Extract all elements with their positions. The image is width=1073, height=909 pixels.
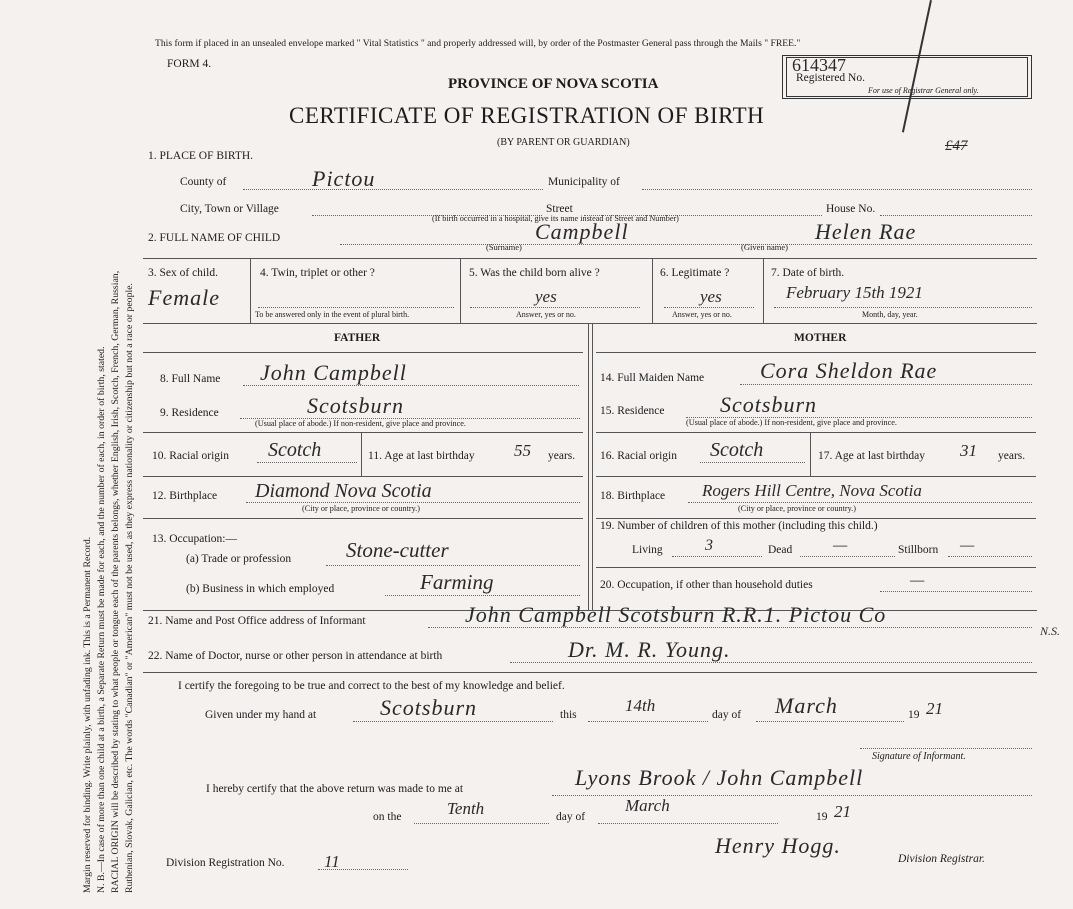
mother-birthplace: Rogers Hill Centre, Nova Scotia — [702, 481, 922, 500]
children-label: 19. Number of children of this mother (including this child.) — [600, 520, 878, 532]
certify-month: March — [775, 693, 838, 718]
mother-race-line — [700, 462, 805, 463]
alive-note: Answer, yes or no. — [516, 310, 576, 319]
margin-note-4: Ruthenian, Slovak, Galician, etc. The words "Canadian" or "American" must not be used, as they express nationality or citizenship but not a race or people. — [124, 283, 135, 893]
informant-value: John Campbell Scotsburn R.R.1. Pictou Co — [465, 602, 887, 627]
twin-note: To be answered only in the event of plural birth. — [255, 310, 410, 319]
mother-age: 31 — [960, 441, 977, 460]
father-name-label: 8. Full Name — [160, 373, 221, 385]
dead-value: — — [833, 537, 848, 554]
twin-label: 4. Twin, triplet or other ? — [260, 267, 375, 279]
date-label: 7. Date of birth. — [771, 267, 845, 279]
mother-bp-note: (City or place, province or country.) — [738, 504, 856, 513]
return-day: Tenth — [447, 799, 485, 818]
division-number: 11 — [324, 852, 340, 871]
subtitle: (BY PARENT OR GUARDIAN) — [497, 137, 630, 148]
county-line — [243, 189, 543, 190]
mother-age-div — [810, 432, 811, 476]
child-name-line — [340, 244, 1032, 245]
father-name: John Campbell — [260, 360, 407, 385]
dead-line — [800, 556, 895, 557]
legit-line — [664, 307, 754, 308]
day-line — [588, 721, 708, 722]
father-age-div — [361, 432, 362, 476]
given-place-line — [353, 721, 553, 722]
margin-note-3: RACIAL ORIGIN will be described by stating to what people or tongue each of the parents belongs, whether English, Irish, Scotch, French, German, Russian, — [110, 270, 121, 893]
stillborn-line — [948, 556, 1032, 557]
row-divider-top — [143, 258, 1037, 259]
alive-line — [470, 307, 640, 308]
trade-line — [326, 565, 580, 566]
father-age: 55 — [514, 441, 531, 460]
sig-caption: Signature of Informant. — [872, 751, 966, 762]
father-birthplace: Diamond Nova Scotia — [255, 480, 432, 502]
legit-value: yes — [700, 287, 722, 306]
page-title: CERTIFICATE OF REGISTRATION OF BIRTH — [289, 103, 765, 128]
col-div-4 — [763, 258, 764, 323]
parents-divider-2 — [592, 323, 593, 610]
doctor-value: Dr. M. R. Young. — [568, 637, 731, 662]
informant-sig-line — [860, 748, 1032, 749]
street-label: Street — [546, 203, 573, 215]
mother-head-line — [596, 352, 1036, 353]
dead-label: Dead — [768, 544, 793, 556]
year-prefix: 19 — [908, 709, 920, 721]
living-value: 3 — [705, 537, 713, 554]
father-residence: Scotsburn — [307, 393, 404, 418]
father-head-line — [143, 352, 583, 353]
legit-label: 6. Legitimate ? — [660, 267, 730, 279]
mother-res-label: 15. Residence — [600, 405, 665, 417]
given-label: Given under my hand at — [205, 709, 317, 721]
living-label: Living — [632, 544, 663, 556]
municipality-line — [642, 189, 1032, 190]
return-line — [552, 795, 1032, 796]
mother-line-b — [596, 476, 1036, 477]
mother-name: Cora Sheldon Rae — [760, 358, 938, 383]
mother-race-label: 16. Racial origin — [600, 450, 677, 462]
return-month: March — [625, 796, 670, 815]
father-res-label: 9. Residence — [160, 407, 219, 419]
mother-race: Scotch — [710, 439, 764, 461]
row-divider-bottom — [143, 323, 1037, 324]
registrar-caption: Division Registrar. — [898, 853, 985, 865]
house-label: House No. — [826, 203, 876, 215]
child-surname: Campbell — [535, 219, 629, 244]
struck-number: £47 — [945, 138, 968, 154]
mother-occupation: — — [910, 572, 925, 589]
alive-label: 5. Was the child born alive ? — [469, 267, 600, 279]
municipality-label: Municipality of — [548, 176, 620, 188]
informant-label: 21. Name and Post Office address of Informant — [148, 615, 366, 627]
province-heading: PROVINCE OF NOVA SCOTIA — [448, 76, 659, 92]
return-label: I hereby certify that the above return was made to me at — [206, 783, 464, 795]
father-race: Scotch — [268, 439, 322, 461]
child-given-name: Helen Rae — [815, 219, 917, 244]
mother-heading: MOTHER — [794, 332, 847, 344]
mother-bp-label: 18. Birthplace — [600, 490, 666, 502]
mother-name-line — [740, 384, 1032, 385]
father-race-label: 10. Racial origin — [152, 450, 229, 462]
registrar-signature: Henry Hogg. — [715, 833, 841, 858]
mother-res-note: (Usual place of abode.) If non-resident, give place and province. — [686, 418, 897, 427]
parents-divider-1 — [588, 323, 589, 610]
father-age-unit: years. — [548, 450, 576, 462]
date-value: February 15th 1921 — [786, 283, 923, 302]
this-label: this — [560, 709, 577, 721]
mother-line-c — [596, 518, 1036, 519]
mother-residence: Scotsburn — [720, 392, 817, 417]
surname-caption: (Surname) — [486, 242, 522, 252]
sex-label: 3. Sex of child. — [148, 267, 218, 279]
alive-value: yes — [535, 287, 557, 306]
certify-top-line — [143, 672, 1037, 673]
margin-note-2: N. B.—In case of more than one child at a birth, a Separate Return must be made for each, and the number of each, in order of birth, stated. — [96, 346, 107, 893]
stillborn-label: Stillborn — [898, 544, 939, 556]
mother-age-label: 17. Age at last birthday — [818, 450, 925, 462]
form-number: FORM 4. — [167, 58, 212, 70]
mother-age-unit: years. — [998, 450, 1026, 462]
return-month-line — [598, 823, 778, 824]
father-trade: Stone-cutter — [346, 538, 449, 562]
dayof-label: day of — [712, 709, 742, 721]
date-line — [774, 307, 1032, 308]
father-line-a — [143, 432, 583, 433]
mother-name-label: 14. Full Maiden Name — [600, 372, 705, 384]
mail-notice: This form if placed in an unsealed envelope marked " Vital Statistics " and properly addressed will, by order of the Postmaster General pass through the Mails " FREE." — [155, 38, 801, 49]
county-label: County of — [180, 176, 227, 188]
father-line-c — [143, 518, 583, 519]
registered-label: Registered No. — [796, 72, 865, 84]
registrar-note: For use of Registrar General only. — [868, 86, 979, 95]
mother-occ-line — [880, 591, 1032, 592]
mother-occ-label: 20. Occupation, if other than household duties — [600, 579, 813, 591]
return-day-line — [414, 823, 549, 824]
biz-label: (b) Business in which employed — [186, 583, 335, 595]
division-label: Division Registration No. — [166, 857, 285, 869]
hospital-note: (If birth occurred in a hospital, give its name instead of Street and Number) — [432, 214, 679, 223]
certify-year: 21 — [926, 699, 943, 718]
col-div-3 — [652, 258, 653, 323]
date-note: Month, day, year. — [862, 310, 918, 319]
doctor-label: 22. Name of Doctor, nurse or other person in attendance at birth — [148, 650, 443, 662]
margin-note-1: Margin reserved for binding. Write plainly, with unfading ink. This is a Permanent Record. — [82, 536, 93, 893]
month-line — [756, 721, 904, 722]
return-year-prefix: 19 — [816, 811, 828, 823]
father-race-line — [257, 462, 357, 463]
certify-day: 14th — [625, 696, 656, 715]
twin-line — [258, 307, 454, 308]
father-line-b — [143, 476, 583, 477]
on-the-label: on the — [373, 811, 402, 823]
father-age-label: 11. Age at last birthday — [368, 450, 475, 462]
father-occ-label: 13. Occupation:— — [152, 533, 237, 545]
city-label: City, Town or Village — [180, 203, 279, 215]
living-line — [672, 556, 762, 557]
place-of-birth-label: 1. PLACE OF BIRTH. — [148, 150, 254, 162]
col-div-1 — [250, 258, 251, 323]
given-caption: (Given name) — [741, 242, 788, 252]
biz-line — [385, 595, 580, 596]
father-res-note: (Usual place of abode.) If non-resident, give place and province. — [255, 419, 466, 428]
mother-bp-line — [688, 502, 1032, 503]
return-place: Lyons Brook / John Campbell — [575, 765, 864, 790]
stillborn-value: — — [960, 537, 975, 554]
return-year: 21 — [834, 802, 851, 821]
given-place: Scotsburn — [380, 695, 477, 720]
trade-label: (a) Trade or profession — [186, 553, 292, 565]
certify-statement: I certify the foregoing to be true and correct to the best of my knowledge and belief. — [178, 680, 565, 692]
father-bp-note: (City or place, province or country.) — [302, 504, 420, 513]
mother-line-d — [596, 567, 1036, 568]
mother-line-a — [596, 432, 1036, 433]
informant-value-2: N.S. — [1040, 624, 1061, 638]
house-line — [880, 215, 1032, 216]
return-dayof: day of — [556, 811, 586, 823]
registered-number: 614347 — [792, 55, 846, 75]
father-bp-label: 12. Birthplace — [152, 490, 218, 502]
county-value: Pictou — [312, 166, 376, 191]
father-business: Farming — [420, 570, 494, 594]
child-name-label: 2. FULL NAME OF CHILD — [148, 232, 281, 244]
sex-value: Female — [148, 285, 220, 310]
col-div-2 — [460, 258, 461, 323]
legit-note: Answer, yes or no. — [672, 310, 732, 319]
father-heading: FATHER — [334, 332, 381, 344]
